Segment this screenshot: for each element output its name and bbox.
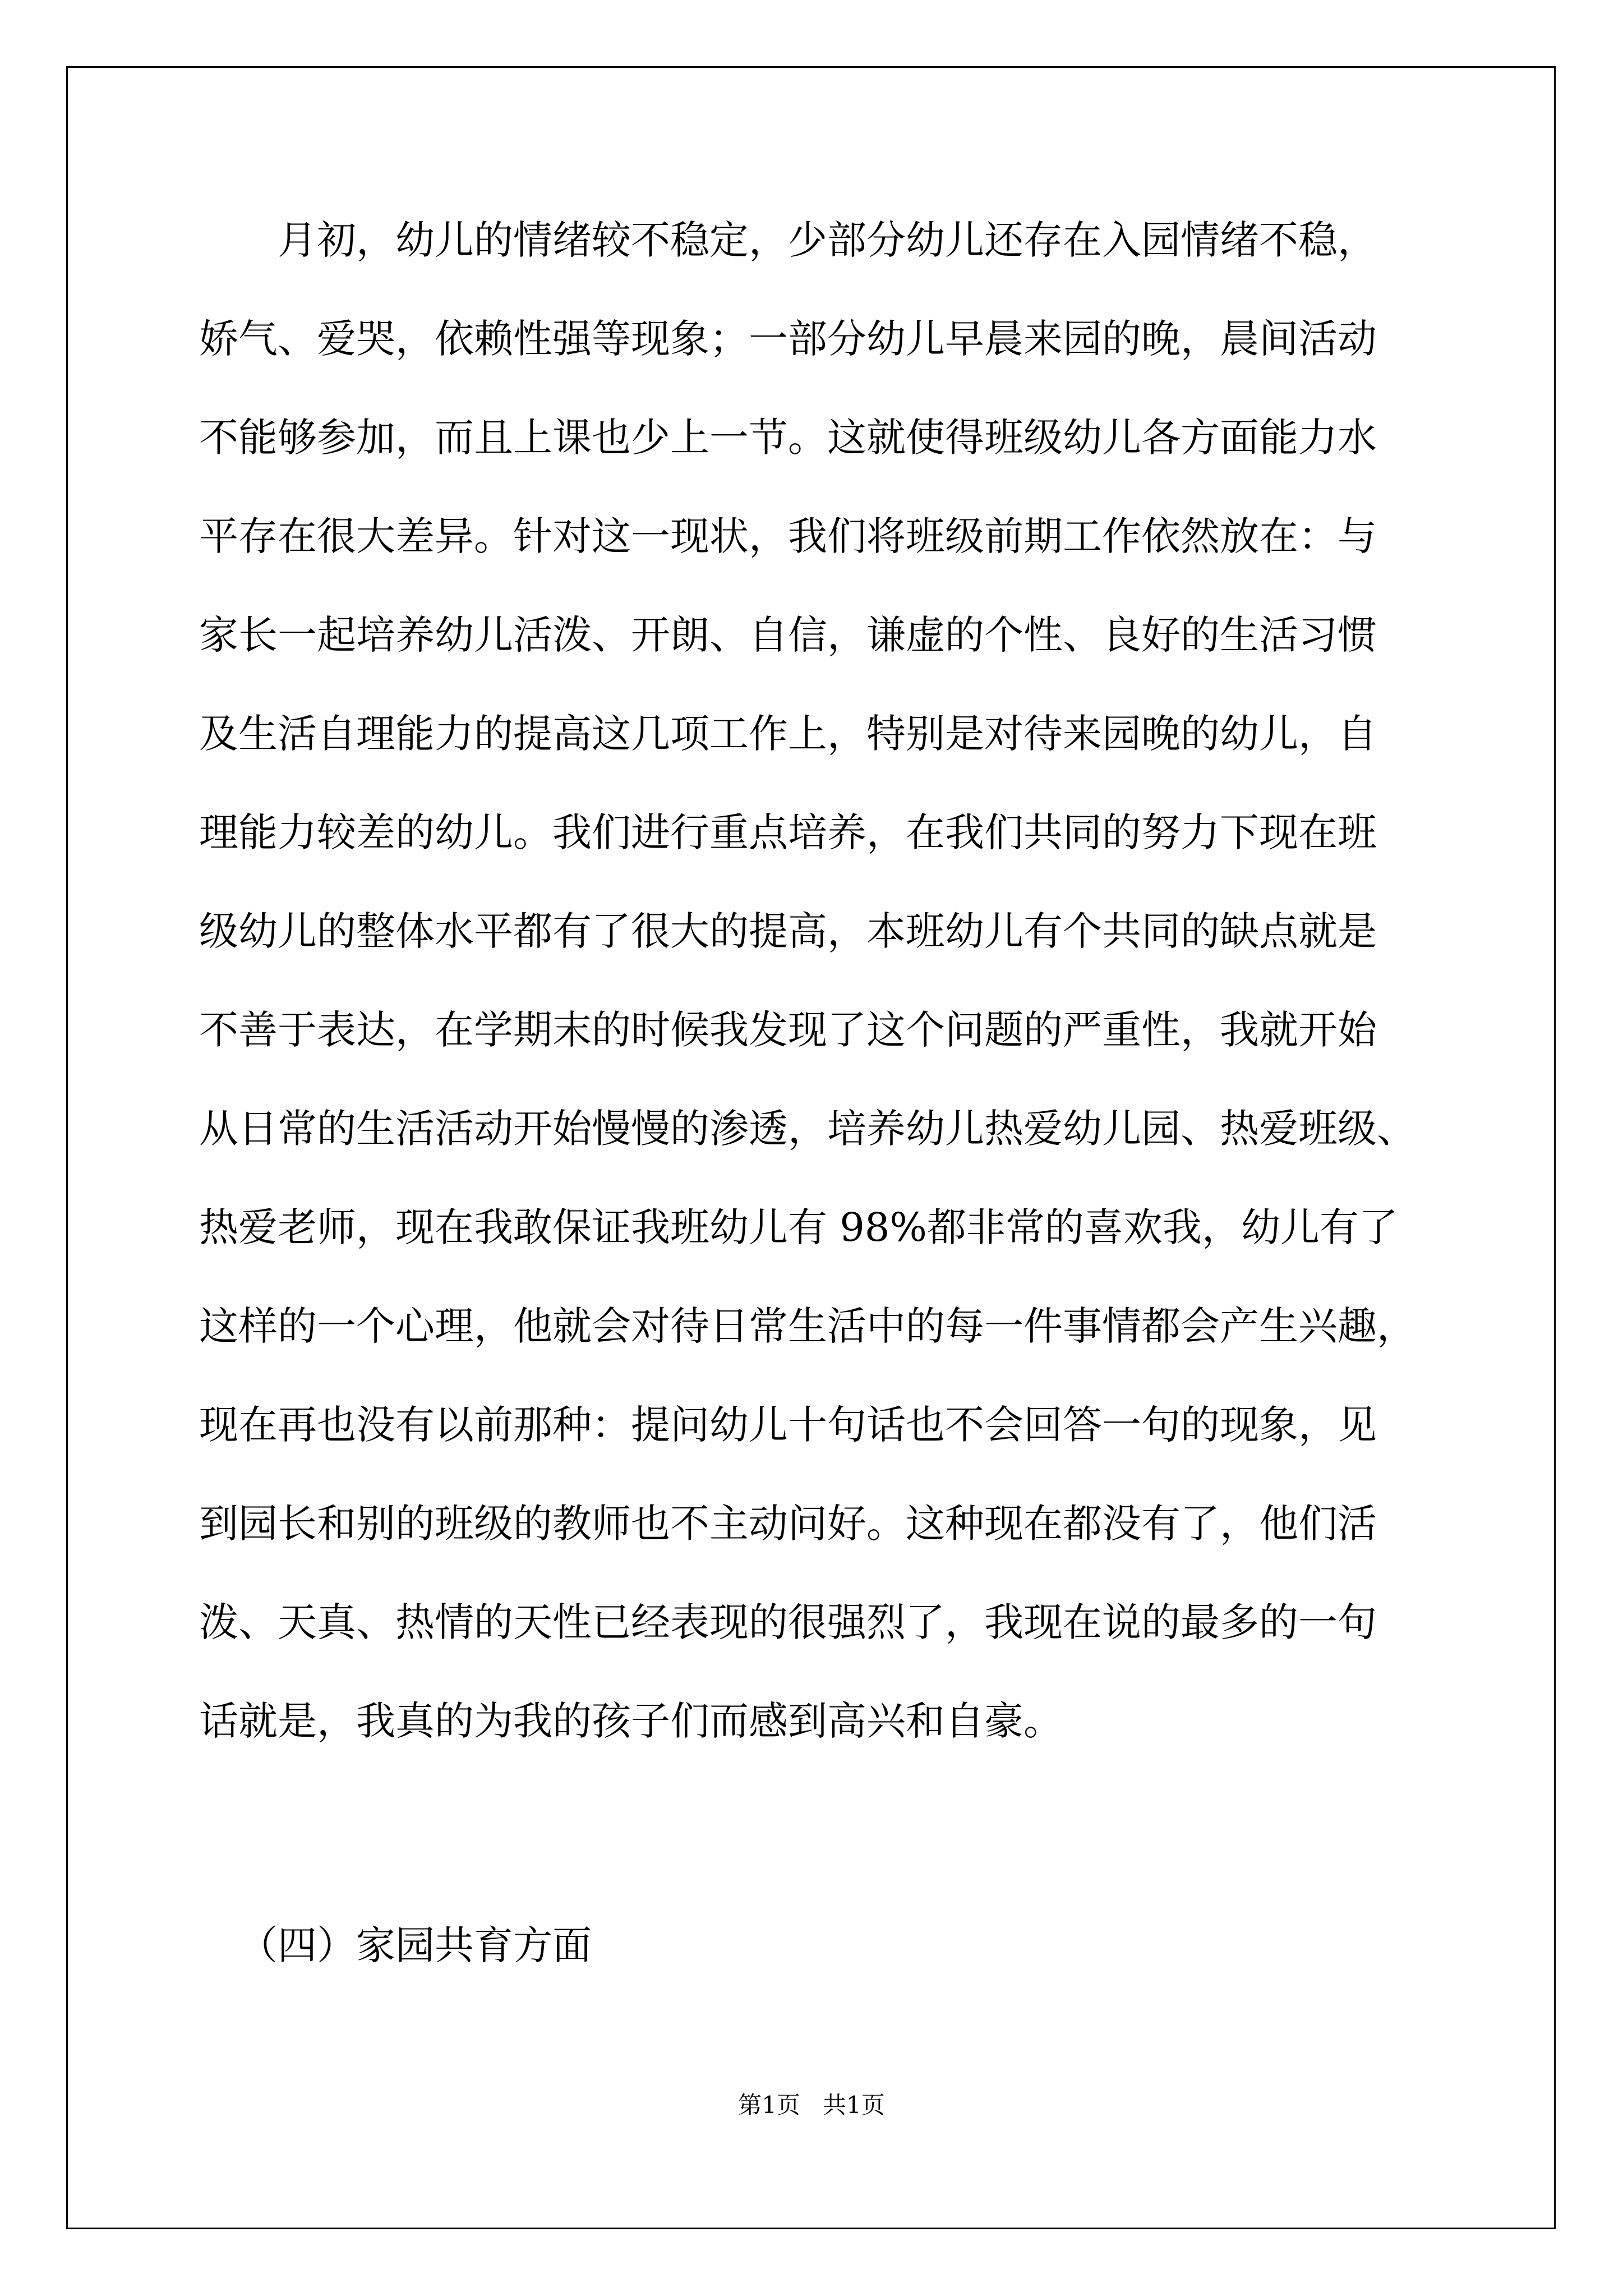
paragraph-line: 月初，幼儿的情绪较不稳定，少部分幼儿还存在入园情绪不稳， xyxy=(278,217,1377,263)
page-footer: 第1页 共1页 xyxy=(738,2091,885,2119)
paragraph-line: 及生活自理能力的提高这几项工作上，特别是对待来园晚的幼儿，自 xyxy=(199,711,1377,757)
paragraph-line: 热爱老师，现在我敢保证我班幼儿有 98%都非常的喜欢我，幼儿有了 xyxy=(199,1204,1398,1250)
paragraph-line: 家长一起培养幼儿活泼、开朗、自信，谦虚的个性、良好的生活习惯 xyxy=(199,612,1377,658)
section-heading: （四）家园共育方面 xyxy=(238,1922,592,1968)
paragraph-line: 不善于表达，在学期末的时候我发现了这个问题的严重性，我就开始 xyxy=(199,1007,1377,1053)
paragraph-line: 级幼儿的整体水平都有了很大的提高，本班幼儿有个共同的缺点就是 xyxy=(199,908,1377,954)
body-paragraph xyxy=(199,191,1438,1770)
paragraph-line: 平存在很大差异。针对这一现状，我们将班级前期工作依然放在：与 xyxy=(199,513,1377,559)
paragraph-line: 娇气、爱哭，依赖性强等现象；一部分幼儿早晨来园的晚，晨间活动 xyxy=(199,316,1377,362)
paragraph-line: 现在再也没有以前那种：提问幼儿十句话也不会回答一句的现象，见 xyxy=(199,1402,1377,1448)
paragraph-line: 从日常的生活活动开始慢慢的渗透，培养幼儿热爱幼儿园、热爱班级、 xyxy=(199,1106,1416,1152)
paragraph-line: 这样的一个心理，他就会对待日常生活中的每一件事情都会产生兴趣， xyxy=(199,1303,1416,1349)
paragraph-line: 到园长和别的班级的教师也不主动问好。这种现在都没有了，他们活 xyxy=(199,1501,1377,1547)
paragraph-line: 话就是，我真的为我的孩子们而感到高兴和自豪。 xyxy=(199,1698,1063,1744)
paragraph-line: 理能力较差的幼儿。我们进行重点培养，在我们共同的努力下现在班 xyxy=(199,809,1377,855)
paragraph-line: 泼、天真、热情的天性已经表现的很强烈了，我现在说的最多的一句 xyxy=(199,1599,1377,1645)
paragraph-line: 不能够参加，而且上课也少上一节。这就使得班级幼儿各方面能力水 xyxy=(199,415,1377,461)
